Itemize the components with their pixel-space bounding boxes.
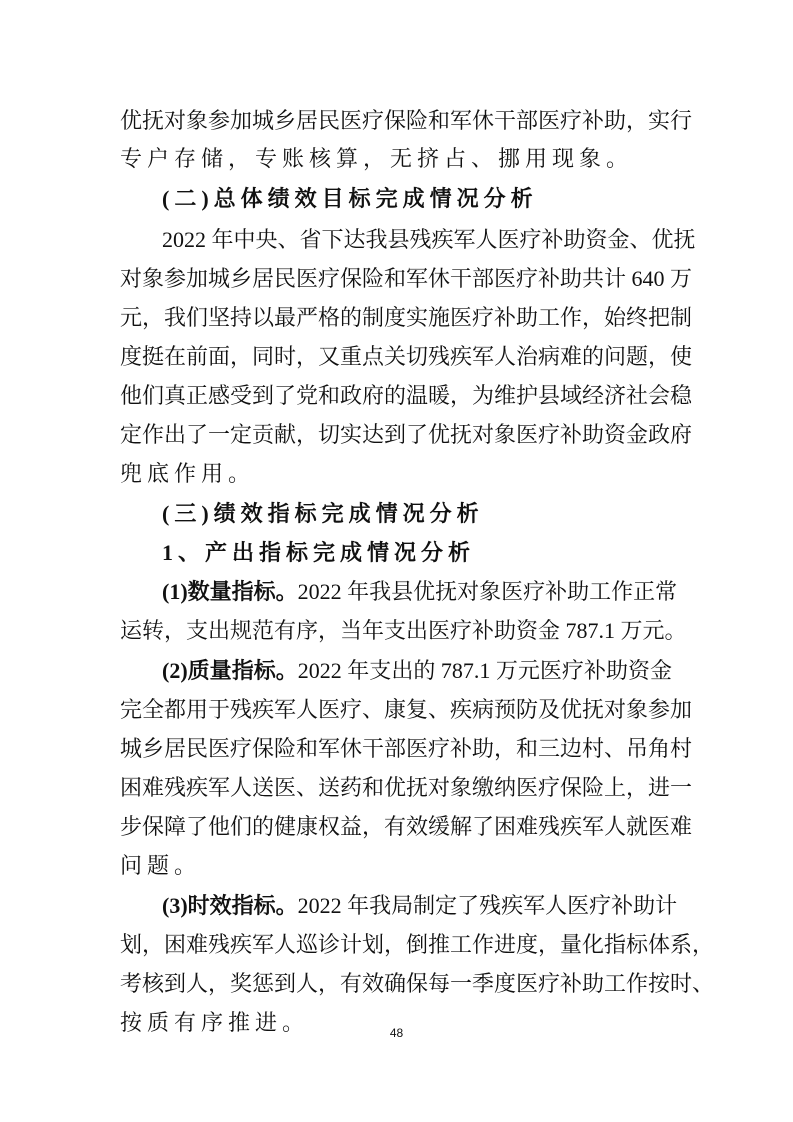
bold-heading: (1)数量指标。 bbox=[162, 579, 298, 604]
text-line bbox=[162, 886, 678, 926]
bold-heading: (三)绩效指标完成情况分析 bbox=[162, 501, 484, 526]
bold-heading: (二)总体绩效目标完成情况分析 bbox=[162, 186, 538, 211]
line-text: 定作出了一定贡献，切实达到了优抚对象医疗补助资金政府 bbox=[120, 422, 693, 447]
text-line bbox=[120, 729, 693, 769]
text-line bbox=[120, 1003, 672, 1043]
line-text: 运转，支出规范有序，当年支出医疗补助资金 787.1 万元。 bbox=[120, 618, 687, 643]
text-line bbox=[162, 494, 672, 534]
line-text: 考核到人，奖惩到人，有效确保每一季度医疗补助工作按时、 bbox=[120, 971, 715, 996]
line-text: 划，困难残疾军人巡诊计划，倒推工作进度，量化指标体系， bbox=[120, 932, 715, 957]
text-line bbox=[120, 415, 693, 455]
text-line bbox=[120, 101, 693, 141]
line-text: 困难残疾军人送医、送药和优抚对象缴纳医疗保险上，进一 bbox=[120, 775, 693, 800]
bold-heading: 1、产出指标完成情况分析 bbox=[162, 540, 476, 565]
text-line bbox=[162, 651, 672, 691]
line-text: 步保障了他们的健康权益，有效缓解了困难残疾军人就医难 bbox=[120, 814, 693, 839]
text-line bbox=[120, 298, 693, 338]
line-text: 2022 年中央、省下达我县残疾军人医疗补助资金、优抚 bbox=[162, 227, 696, 252]
line-text: 元，我们坚持以最严格的制度实施医疗补助工作，始终把制 bbox=[120, 305, 693, 330]
line-text: 他们真正感受到了党和政府的温暖，为维护县域经济社会稳 bbox=[120, 383, 693, 408]
text-line bbox=[162, 220, 696, 260]
text-line bbox=[120, 337, 693, 377]
text-line bbox=[120, 454, 672, 494]
text-line bbox=[120, 376, 693, 416]
line-text: 优抚对象参加城乡居民医疗保险和军休干部医疗补助，实行 bbox=[120, 108, 693, 133]
text-line bbox=[120, 807, 693, 847]
text-line bbox=[120, 259, 693, 299]
line-text: 2022 年我县优抚对象医疗补助工作正常 bbox=[297, 579, 678, 604]
text-line bbox=[120, 964, 715, 1004]
text-line bbox=[162, 572, 678, 612]
text-line bbox=[162, 179, 672, 219]
text-line bbox=[120, 139, 672, 179]
line-text: 完全都用于残疾军人医疗、康复、疾病预防及优抚对象参加 bbox=[120, 697, 693, 722]
line-text: 专户存储，专账核算，无挤占、挪用现象。 bbox=[120, 146, 634, 171]
text-line bbox=[120, 925, 715, 965]
bold-heading: (3)时效指标。 bbox=[162, 893, 298, 918]
page-number: 48 bbox=[389, 1026, 404, 1040]
text-line bbox=[120, 846, 672, 886]
text-line bbox=[162, 533, 672, 573]
line-text: 2022 年我局制定了残疾军人医疗补助计 bbox=[297, 893, 678, 918]
bold-heading: (2)质量指标。 bbox=[162, 658, 298, 683]
line-text: 2022 年支出的 787.1 万元医疗补助资金 bbox=[297, 658, 672, 683]
line-text: 度挺在前面，同时，又重点关切残疾军人治病难的问题，使 bbox=[120, 344, 693, 369]
text-line bbox=[120, 611, 687, 651]
line-text: 按质有序推进。 bbox=[120, 1010, 310, 1035]
text-line bbox=[120, 690, 693, 730]
line-text: 兜底作用。 bbox=[120, 461, 256, 486]
line-text: 对象参加城乡居民医疗保险和军休干部医疗补助共计 640 万 bbox=[120, 266, 693, 291]
line-text: 问题。 bbox=[120, 853, 202, 878]
line-text: 城乡居民医疗保险和军休干部医疗补助，和三边村、吊角村 bbox=[120, 736, 693, 761]
text-line bbox=[120, 768, 693, 808]
